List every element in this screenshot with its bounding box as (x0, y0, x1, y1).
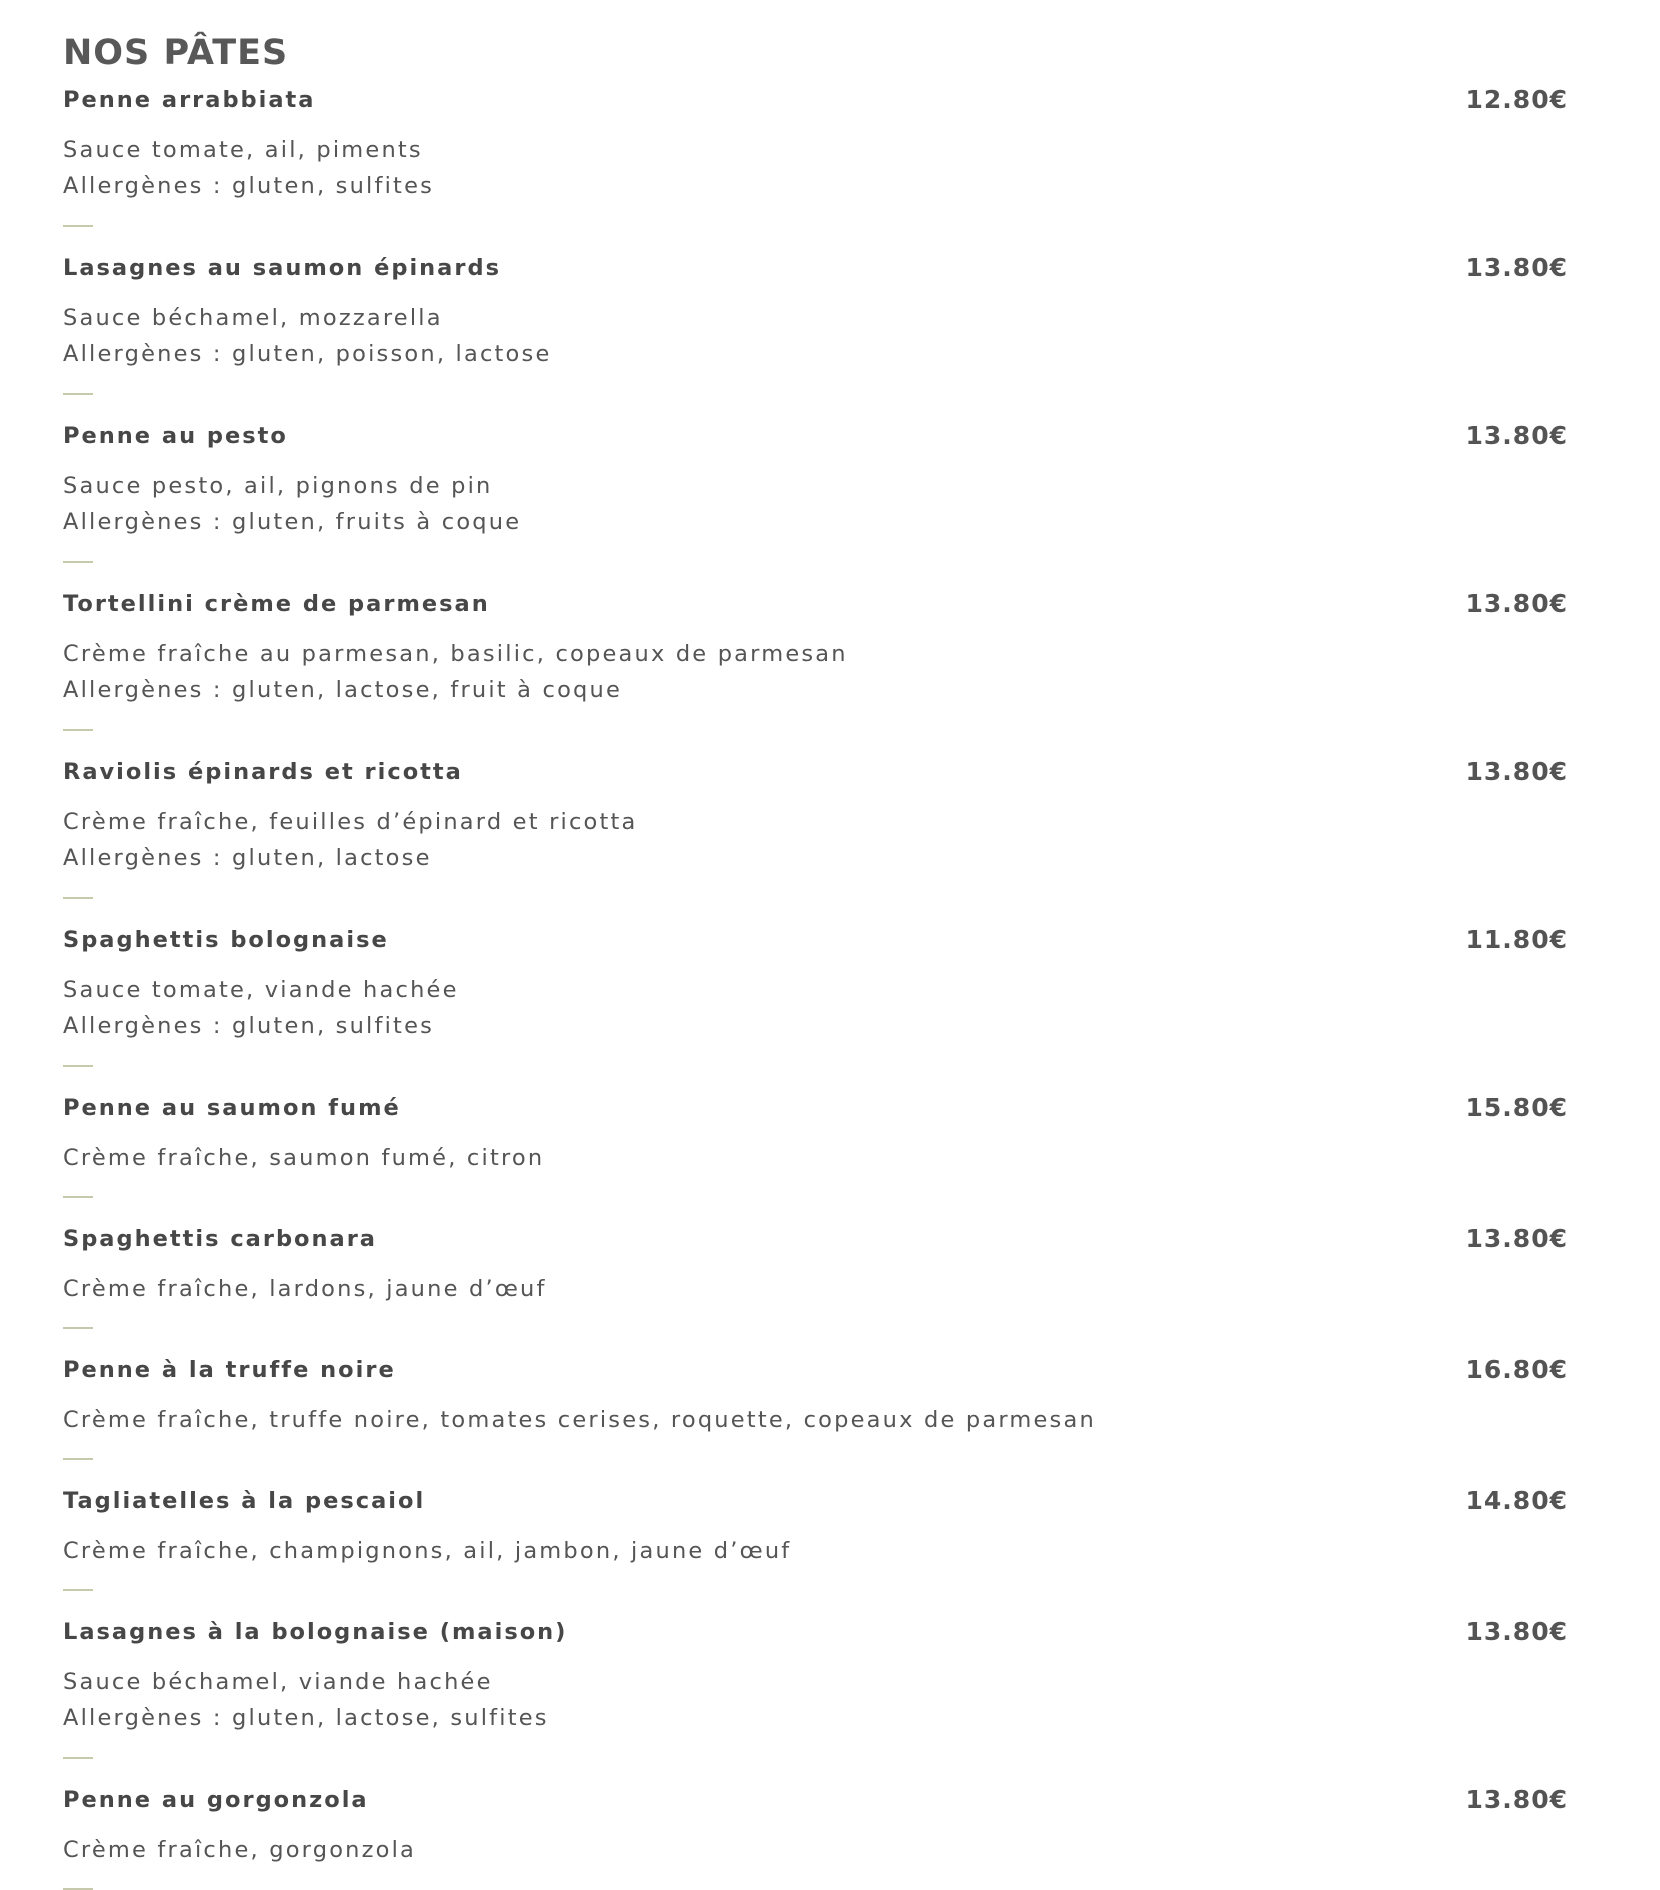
menu-item-ingredients: Sauce tomate, viande hachée (63, 977, 459, 1003)
menu-item-price: 13.80€ (1465, 757, 1568, 786)
menu-item (63, 1780, 1570, 1890)
menu-item-header (63, 80, 1570, 120)
menu-item-price: 13.80€ (1465, 1785, 1568, 1814)
menu-item-description (63, 1533, 1570, 1569)
menu-item-name: Penne au gorgonzola (63, 1787, 369, 1813)
menu-item-header (63, 752, 1570, 792)
menu-item-name: Tortellini crème de parmesan (63, 591, 490, 617)
menu-item (63, 1481, 1570, 1591)
item-separator (63, 1757, 93, 1759)
menu-item-header (63, 1088, 1570, 1128)
menu-item-name: Penne au pesto (63, 423, 288, 449)
item-separator (63, 729, 93, 731)
menu-item-ingredients: Sauce béchamel, viande hachée (63, 1669, 493, 1695)
menu-item-price: 13.80€ (1465, 421, 1568, 450)
menu-item-ingredients: Crème fraîche, champignons, ail, jambon, jaune d’œuf (63, 1538, 792, 1564)
menu-item-price: 11.80€ (1465, 925, 1568, 954)
menu-item (63, 1088, 1570, 1198)
menu-item-price: 13.80€ (1465, 1617, 1568, 1646)
menu-item-name: Penne arrabbiata (63, 87, 316, 113)
menu-item-ingredients: Sauce tomate, ail, piments (63, 137, 423, 163)
menu-item (63, 1350, 1570, 1460)
item-separator (63, 225, 93, 227)
menu-item (63, 752, 1570, 899)
item-separator (63, 561, 93, 563)
menu-item-header (63, 1219, 1570, 1259)
menu-item (63, 416, 1570, 563)
menu-item-price: 15.80€ (1465, 1093, 1568, 1122)
item-separator (63, 1065, 93, 1067)
menu-item-description (63, 1664, 1570, 1736)
menu-item-description (63, 300, 1570, 372)
menu-item-allergens: Allergènes : gluten, lactose, sulfites (63, 1705, 549, 1731)
menu-item-name: Raviolis épinards et ricotta (63, 759, 463, 785)
menu-item-ingredients: Crème fraîche, feuilles d’épinard et ricotta (63, 809, 638, 835)
item-separator (63, 1458, 93, 1460)
menu-item-allergens: Allergènes : gluten, sulfites (63, 173, 435, 199)
menu-item-name: Lasagnes à la bolognaise (maison) (63, 1619, 568, 1645)
menu-item-price: 13.80€ (1465, 253, 1568, 282)
menu-item-description (63, 132, 1570, 204)
menu-item-price: 12.80€ (1465, 85, 1568, 114)
menu-item-description (63, 468, 1570, 540)
menu-item (63, 584, 1570, 731)
menu-item-allergens: Allergènes : gluten, lactose, fruit à coque (63, 677, 623, 703)
menu-item-description (63, 636, 1570, 708)
item-separator (63, 393, 93, 395)
menu-item-description (63, 1271, 1570, 1307)
menu-item-price: 14.80€ (1465, 1486, 1568, 1515)
menu-item-header (63, 920, 1570, 960)
menu-item-description (63, 804, 1570, 876)
menu-item-description (63, 1140, 1570, 1176)
menu-item-header (63, 1350, 1570, 1390)
menu-item-header (63, 584, 1570, 624)
menu-item-allergens: Allergènes : gluten, lactose (63, 845, 432, 871)
menu-item-description (63, 1832, 1570, 1868)
menu-item-ingredients: Sauce béchamel, mozzarella (63, 305, 443, 331)
menu-item (63, 1219, 1570, 1329)
menu-item-allergens: Allergènes : gluten, fruits à coque (63, 509, 522, 535)
menu-item-ingredients: Crème fraîche, gorgonzola (63, 1837, 417, 1863)
menu-item-header (63, 1780, 1570, 1820)
menu-item-price: 13.80€ (1465, 1224, 1568, 1253)
menu-item-ingredients: Crème fraîche, lardons, jaune d’œuf (63, 1276, 547, 1302)
item-separator (63, 1196, 93, 1198)
menu-item-name: Spaghettis carbonara (63, 1226, 377, 1252)
menu-item-name: Lasagnes au saumon épinards (63, 255, 501, 281)
menu-item-price: 13.80€ (1465, 589, 1568, 618)
item-separator (63, 897, 93, 899)
menu-item-price: 16.80€ (1465, 1355, 1568, 1384)
section-title: NOS PÂTES (63, 33, 289, 73)
menu-item-description (63, 972, 1570, 1044)
item-separator (63, 1327, 93, 1329)
menu-item-name: Spaghettis bolognaise (63, 927, 389, 953)
menu-item-name: Tagliatelles à la pescaiol (63, 1488, 426, 1514)
menu-item-name: Penne au saumon fumé (63, 1095, 401, 1121)
menu-item-header (63, 1481, 1570, 1521)
menu-item-ingredients: Sauce pesto, ail, pignons de pin (63, 473, 493, 499)
menu-item (63, 80, 1570, 227)
menu-item-description (63, 1402, 1570, 1438)
menu-item-header (63, 416, 1570, 456)
menu-item-allergens: Allergènes : gluten, sulfites (63, 1013, 435, 1039)
menu-item (63, 920, 1570, 1067)
item-separator (63, 1589, 93, 1591)
menu-item-ingredients: Crème fraîche au parmesan, basilic, copeaux de parmesan (63, 641, 848, 667)
menu-item (63, 248, 1570, 395)
menu-item-ingredients: Crème fraîche, saumon fumé, citron (63, 1145, 545, 1171)
menu-item-ingredients: Crème fraîche, truffe noire, tomates cerises, roquette, copeaux de parmesan (63, 1407, 1096, 1433)
menu-item (63, 1612, 1570, 1759)
menu-item-allergens: Allergènes : gluten, poisson, lactose (63, 341, 552, 367)
menu-item-name: Penne à la truffe noire (63, 1357, 396, 1383)
menu-item-header (63, 248, 1570, 288)
menu-item-header (63, 1612, 1570, 1652)
menu-item-list (63, 80, 1570, 1890)
